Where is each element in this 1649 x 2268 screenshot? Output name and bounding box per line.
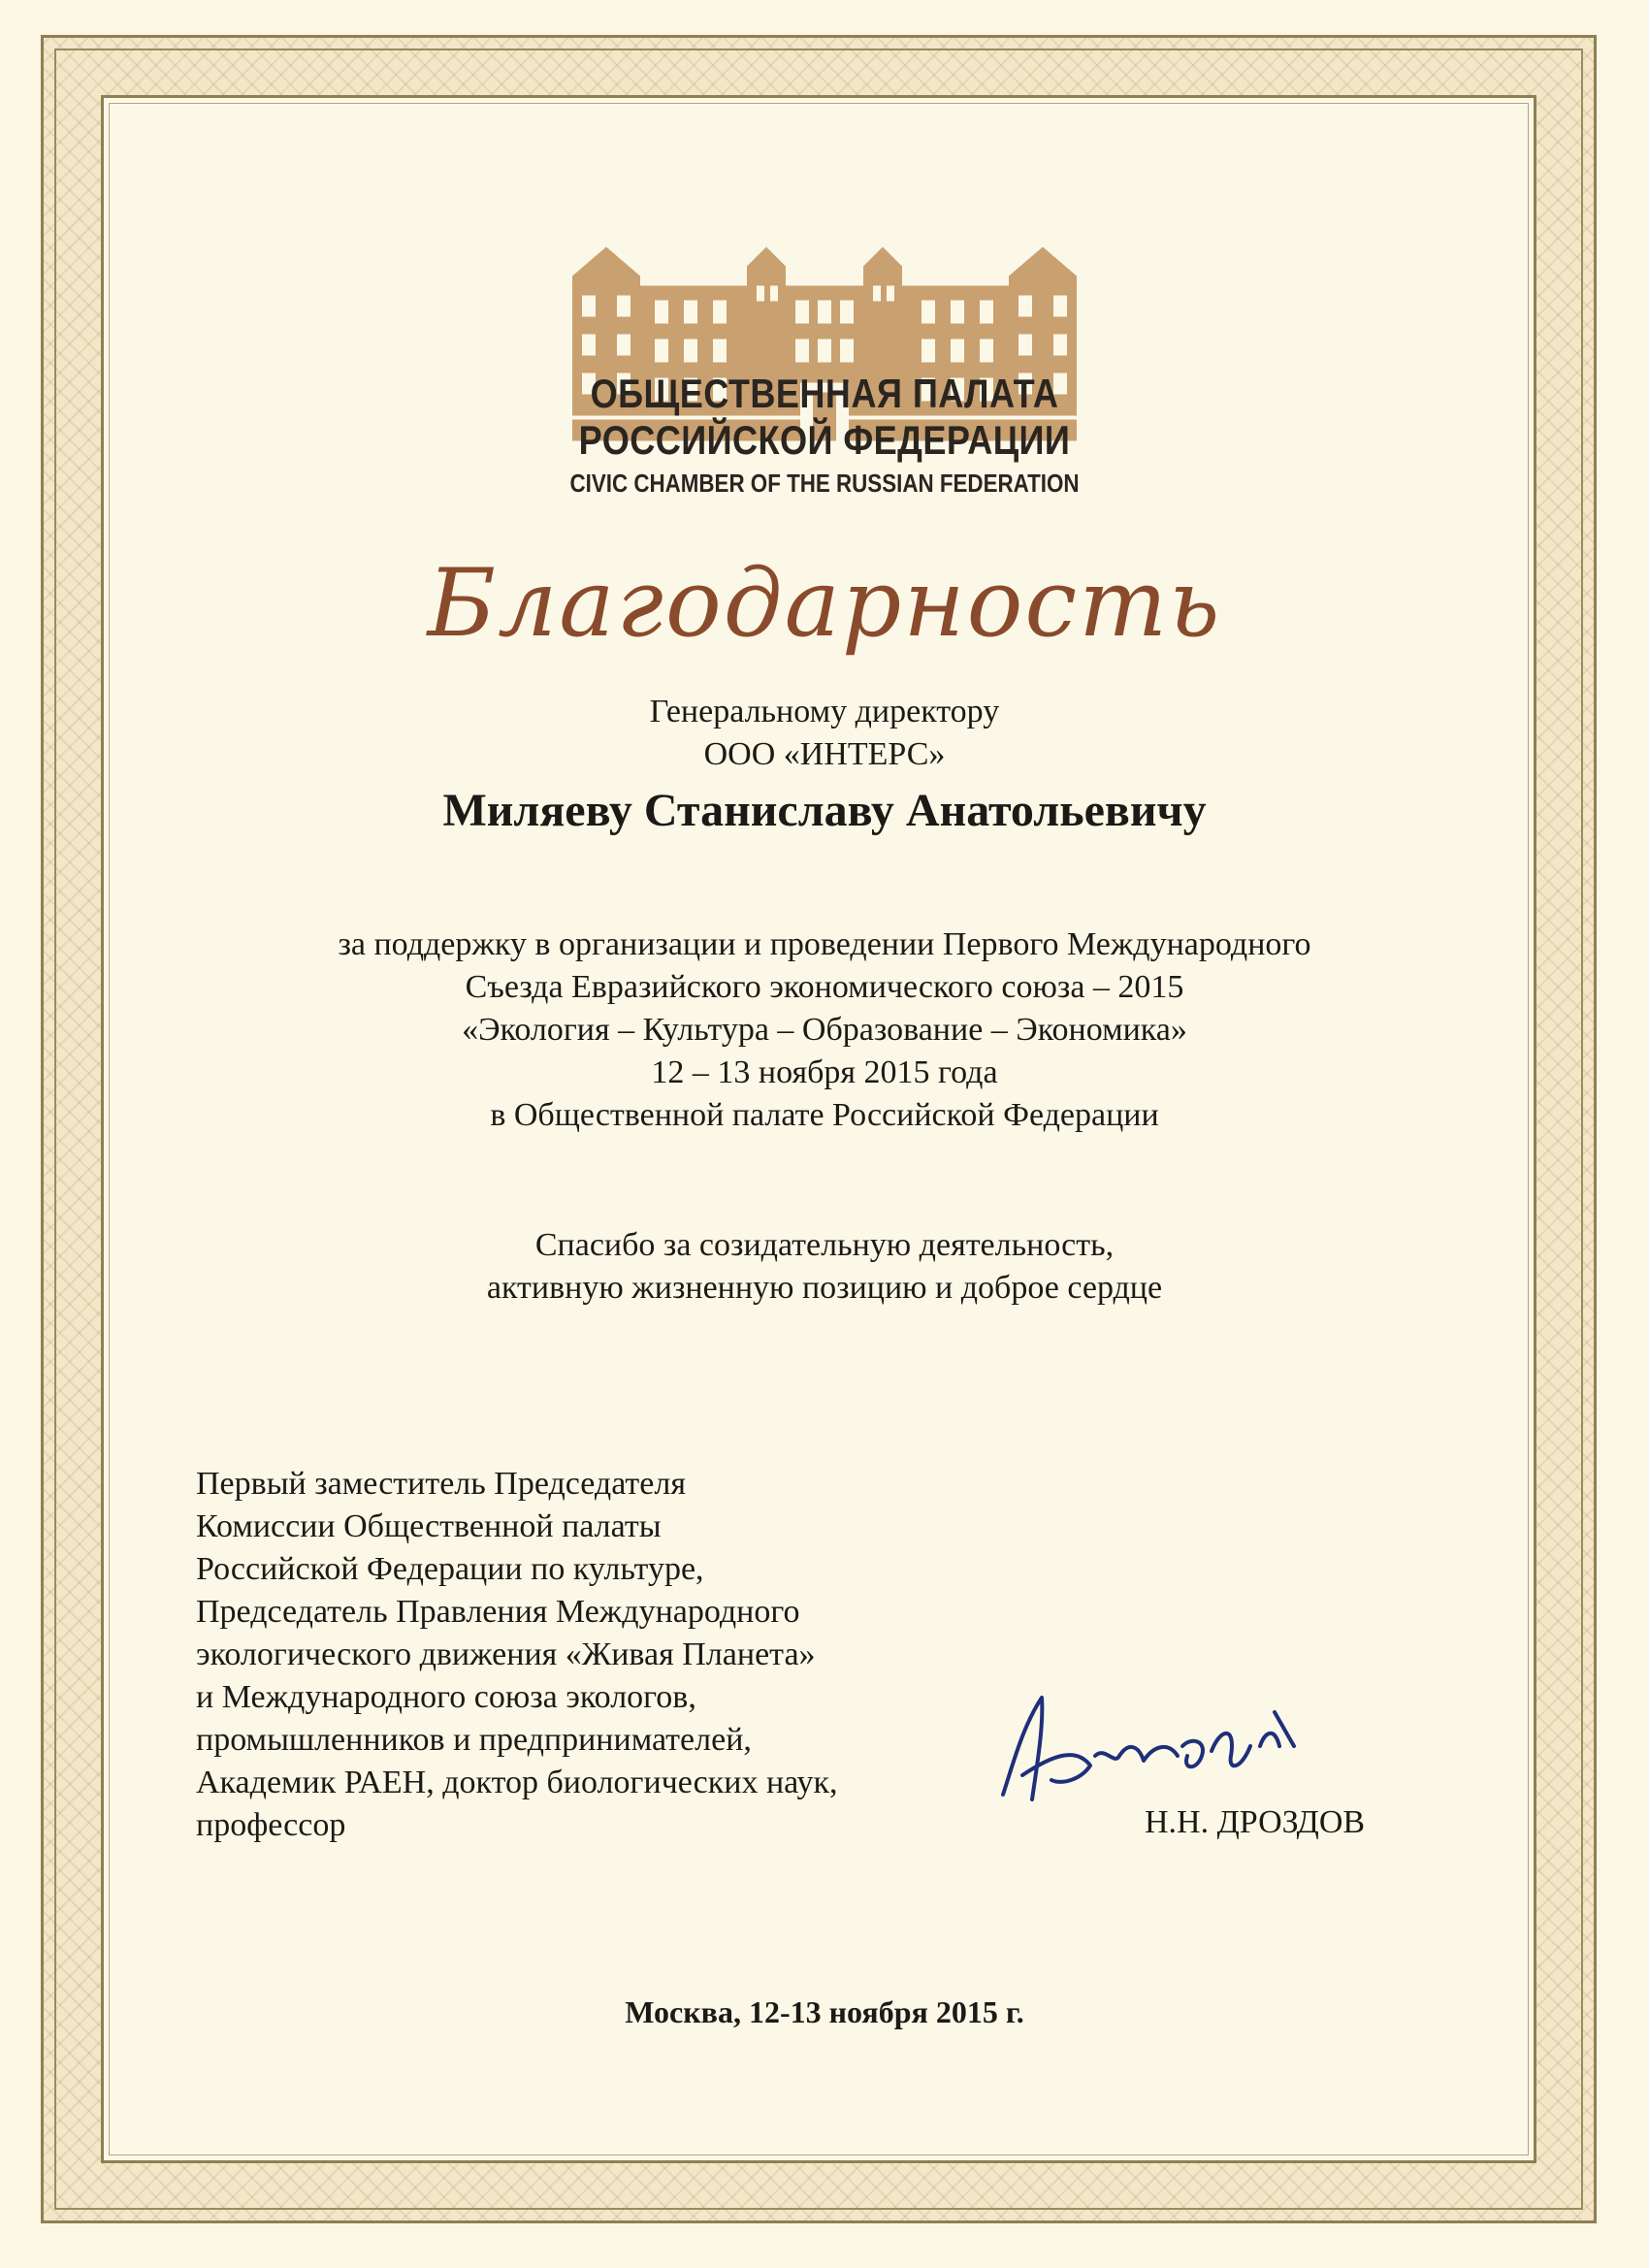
signer-title-line: Председатель Правления Международного xyxy=(196,1594,800,1630)
organization-name-ru-line1: ОБЩЕСТВЕННАЯ ПАЛАТА xyxy=(590,371,1059,416)
recipient-role: Генеральному директору xyxy=(649,694,1000,729)
thanks-block xyxy=(291,1224,1358,1310)
recipient-role-block xyxy=(291,691,1358,776)
signer-title-line: экологического движения «Живая Планета» xyxy=(196,1636,816,1672)
place-and-date: Москва, 12-13 ноября 2015 г. xyxy=(625,1994,1024,2029)
reason-line: 12 – 13 ноября 2015 года xyxy=(651,1054,998,1090)
reason-line: в Общественной палате Российской Федерации xyxy=(490,1097,1159,1133)
certificate-title: Благодарность xyxy=(427,549,1222,658)
organization-name-en: CIVIC CHAMBER OF THE RUSSIAN FEDERATION xyxy=(569,469,1080,498)
organization-name xyxy=(446,371,1203,501)
signer-title-line: промышленников и предпринимателей, xyxy=(196,1722,752,1758)
recipient-company: ООО «ИНТЕРС» xyxy=(703,736,946,772)
recipient-name: Миляеву Станиславу Анатольевичу xyxy=(442,785,1207,836)
handwritten-signature xyxy=(984,1688,1333,1824)
reason-block xyxy=(291,923,1358,1137)
thanks-line: активную жизненную позицию и доброе сердце xyxy=(486,1270,1163,1306)
reason-line: Съезда Евразийского экономического союза – 2015 xyxy=(465,969,1184,1005)
reason-line: за поддержку в организации и проведении Первого Международного xyxy=(338,926,1311,962)
signer-name: Н.Н. ДРОЗДОВ xyxy=(1145,1804,1366,1840)
signer-title-line: Академик РАЕН, доктор биологических наук, xyxy=(196,1765,838,1800)
signer-title-line: Первый заместитель Председателя xyxy=(196,1466,686,1502)
signer-title-line: профессор xyxy=(196,1807,346,1843)
signer-title-block xyxy=(196,1463,1011,1847)
thanks-line: Спасибо за созидательную деятельность, xyxy=(534,1227,1115,1263)
signer-title-line: и Международного союза экологов, xyxy=(196,1679,696,1715)
signer-title-line: Российской Федерации по культуре, xyxy=(196,1551,704,1587)
reason-line: «Экология – Культура – Образование – Экономика» xyxy=(462,1012,1187,1048)
organization-name-ru-line2: РОССИЙСКОЙ ФЕДЕРАЦИИ xyxy=(578,417,1071,463)
signer-title-line: Комиссии Общественной палаты xyxy=(196,1508,662,1544)
